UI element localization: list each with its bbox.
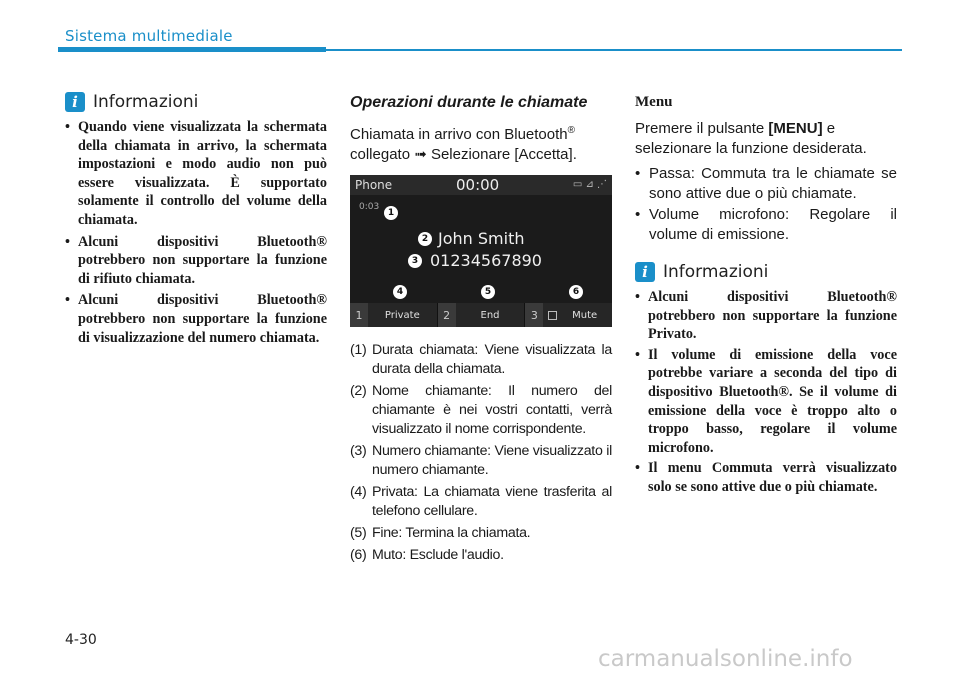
menu-button-label: [MENU] bbox=[768, 120, 823, 137]
list-item: • Alcuni dispositivi Bluetooth® potrebbero non supportare la funzione Privato. bbox=[635, 288, 897, 344]
page-number: 4-30 bbox=[65, 632, 97, 648]
phone-status-icons: ▭ ⊿ ⋰ bbox=[572, 179, 607, 190]
caller-number: 01234567890 bbox=[430, 251, 542, 270]
info-heading bbox=[65, 92, 327, 112]
column-middle bbox=[350, 92, 612, 568]
phone-screen-illustration bbox=[350, 175, 612, 327]
watermark: carmanualsonline.info bbox=[598, 646, 853, 672]
callout-badge-2: 2 bbox=[418, 232, 432, 246]
list-item: • Alcuni dispositivi Bluetooth® potrebbero non supportare la funzione di rifiuto chiamata. bbox=[65, 233, 327, 289]
column-left bbox=[65, 92, 327, 350]
info-title: Informazioni bbox=[93, 92, 199, 112]
caller-name: John Smith bbox=[438, 229, 525, 248]
section-header: Sistema multimediale bbox=[65, 27, 233, 45]
list-item: (3) Numero chiamante: Viene visualizzato il numero chiamante. bbox=[350, 443, 612, 478]
header-rule-thick bbox=[58, 47, 326, 52]
callout-badge-4: 4 bbox=[393, 285, 407, 299]
end-call-button[interactable]: 2 End bbox=[438, 303, 526, 327]
callout-badge-5: 5 bbox=[481, 285, 495, 299]
column-right bbox=[635, 92, 897, 499]
mute-button[interactable]: 3 Mute bbox=[525, 303, 612, 327]
list-item: (6) Muto: Esclude l'audio. bbox=[350, 547, 504, 563]
callout-list bbox=[350, 341, 612, 565]
list-item: • Il volume di emissione della voce potrebbe variare a seconda del tipo di dispositivo Bluetooth®. Se il volume di emissione della voce è troppo alto o troppo basso, regolare il volume microfono. bbox=[635, 346, 897, 458]
info-title: Informazioni bbox=[663, 262, 769, 282]
header-rule-thin bbox=[326, 49, 902, 51]
list-item: (4) Privata: La chiamata viene trasferita al telefono cellulare. bbox=[350, 484, 612, 519]
intro-paragraph: Chiamata in arrivo con Bluetooth® collegato ➟ Selezionare [Accetta]. bbox=[350, 125, 577, 163]
list-item: • Quando viene visualizzata la schermata della chiamata in arrivo, la schermata impostazioni e modo audio non può essere visualizzata. È supportato solamente il controllo del volume della chiamata. bbox=[65, 118, 327, 230]
list-item: (5) Fine: Termina la chiamata. bbox=[350, 525, 531, 541]
info-list bbox=[635, 288, 897, 497]
info-list bbox=[65, 118, 327, 347]
menu-options-list bbox=[635, 164, 897, 244]
list-item: • Volume microfono: Regolare il volume di emissione. bbox=[635, 205, 897, 244]
private-button[interactable]: 1 Private bbox=[350, 303, 438, 327]
menu-paragraph: Premere il pulsante [MENU] e selezionare la funzione desiderata. bbox=[635, 120, 867, 157]
call-button-bar bbox=[350, 303, 612, 327]
list-item: (1) Durata chiamata: Viene visualizzata la durata della chiamata. bbox=[350, 342, 612, 377]
phone-clock: 00:00 bbox=[456, 176, 500, 194]
info-icon: i bbox=[65, 92, 85, 112]
list-item: • Alcuni dispositivi Bluetooth® potrebbero non supportare la funzione di visualizzazione del numero chiamata. bbox=[65, 291, 327, 347]
mute-checkbox[interactable] bbox=[548, 311, 557, 320]
call-duration: 0:03 bbox=[359, 202, 380, 212]
section-title: Operazioni durante le chiamate bbox=[350, 94, 588, 111]
info-heading bbox=[635, 262, 897, 282]
phone-title: Phone bbox=[355, 178, 393, 192]
menu-title: Menu bbox=[635, 94, 673, 110]
list-item: (2) Nome chiamante: Il numero del chiamante è nei vostri contatti, verrà visualizzato il nome corrispondente. bbox=[350, 383, 612, 437]
list-item: • Passa: Commuta tra le chiamate se sono attive due o più chiamate. bbox=[635, 164, 897, 203]
callout-badge-3: 3 bbox=[408, 254, 422, 268]
callout-badge-6: 6 bbox=[569, 285, 583, 299]
list-item: • Il menu Commuta verrà visualizzato solo se sono attive due o più chiamate. bbox=[635, 459, 897, 496]
info-icon: i bbox=[635, 262, 655, 282]
callout-badge-1: 1 bbox=[384, 206, 398, 220]
